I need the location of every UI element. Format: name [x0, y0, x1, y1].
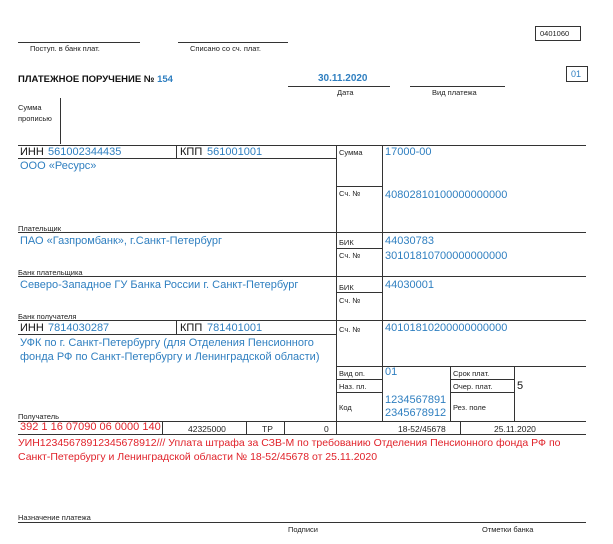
- payer-bank-role-label: Банк плательщика: [18, 268, 83, 277]
- payee-bank-bik-line: [336, 292, 382, 293]
- received-line: [18, 42, 140, 43]
- ocher-label: Очер. плат.: [453, 382, 493, 391]
- payment-type-label: Вид платежа: [432, 88, 477, 97]
- payer-bank-bottom-line: [18, 276, 586, 277]
- payee-bank-bottom-line: [18, 320, 586, 321]
- date-line: [288, 86, 390, 87]
- payee-kpp-label: КПП: [180, 322, 203, 334]
- payee-role-label: Получатель: [18, 412, 59, 421]
- signatures-label: Подписи: [288, 525, 318, 534]
- vid-op-label: Вид оп.: [339, 369, 365, 378]
- payer-account-label: Сч. №: [339, 189, 361, 198]
- budget-period: 0: [324, 424, 329, 434]
- payer-bank-bik-label: БИК: [339, 238, 354, 247]
- operation-right-line-1: [450, 379, 514, 380]
- payment-purpose: УИН12345678912345678912/// Уплата штрафа за СЗВ-М по требованию Отделения Пенсионного фонда РФ по Санкт-Петербургу и Ленинградской области № 18-52/45678 от 25.11.2020: [18, 437, 561, 463]
- grid-inn-kpp-divider: [176, 145, 177, 158]
- payee-inn-line: [18, 334, 336, 335]
- payee-kpp: 781401001: [207, 322, 263, 334]
- payee-bank-role-label: Банк получателя: [18, 312, 77, 321]
- kod: 12345678912345678912: [385, 394, 447, 419]
- srok-label: Срок плат.: [453, 369, 490, 378]
- title-text: ПЛАТЕЖНОЕ ПОРУЧЕНИЕ №: [18, 74, 155, 85]
- payer-inn: 561002344435: [48, 146, 122, 158]
- received-label: Поступ. в банк плат.: [30, 44, 100, 53]
- payee-account-label: Сч. №: [339, 325, 361, 334]
- payer-bank-bik-line: [336, 248, 382, 249]
- payer-account: 40802810100000000000: [385, 189, 508, 201]
- payment-type-line: [410, 86, 505, 87]
- budget-kbk: 392 1 16 07090 06 0000 140: [20, 421, 161, 433]
- order-date: 30.11.2020: [318, 73, 368, 84]
- payer-bottom-line: [18, 232, 586, 233]
- operation-top-line: [336, 366, 586, 367]
- purpose-bottom-line: [18, 522, 586, 523]
- budget-div-4: [336, 421, 337, 434]
- payee-name: УФК по г. Санкт-Петербургу (для Отделения Пенсионного фонда РФ по Санкт-Петербургу и Ленинградской области): [20, 337, 320, 363]
- budget-bottom-line: [18, 434, 586, 435]
- budget-div-2: [246, 421, 247, 434]
- payee-bank-name: Северо-Западное ГУ Банка России г. Санкт-Петербург: [20, 279, 299, 291]
- amount-words-label: Сумма прописью: [18, 103, 52, 123]
- payer-bank-name: ПАО «Газпромбанк», г.Санкт-Петербург: [20, 235, 223, 247]
- budget-doc-date: 25.11.2020: [494, 424, 536, 434]
- ocher: 5: [517, 380, 524, 392]
- payer-bank-account: 30101810700000000000: [385, 250, 508, 262]
- grid-inn-line: [18, 158, 336, 159]
- amount-words-divider: [60, 98, 61, 144]
- payer-inn-label: ИНН: [20, 146, 44, 158]
- operation-col-c: [450, 366, 451, 421]
- operation-col-d: [514, 366, 515, 421]
- purpose-label: Назначение платежа: [18, 513, 91, 522]
- payee-bank-bik-label: БИК: [339, 283, 354, 292]
- payer-bank-bik: 44030783: [385, 235, 434, 247]
- page-title: [18, 74, 173, 85]
- payee-account: 40101810200000000000: [385, 322, 508, 334]
- budget-basis: ТР: [262, 424, 273, 434]
- operation-right-line-2: [450, 392, 514, 393]
- payee-bank-account-label: Сч. №: [339, 296, 361, 305]
- debited-line: [178, 42, 288, 43]
- operation-row-line-2: [336, 392, 382, 393]
- grid-col-b: [382, 145, 383, 421]
- payer-role-label: Плательщик: [18, 224, 61, 233]
- sum-bottom-line: [336, 186, 382, 187]
- kod-label: Код: [339, 403, 352, 412]
- payer-sum-label: Сумма: [339, 148, 363, 157]
- payer-kpp-label: КПП: [180, 146, 203, 158]
- payer-sum: 17000-00: [385, 146, 432, 158]
- operation-row-line-1: [336, 379, 382, 380]
- payee-inn: 7814030287: [48, 322, 110, 334]
- debited-label: Списано со сч. плат.: [190, 44, 261, 53]
- payer-bank-account-label: Сч. №: [339, 251, 361, 260]
- payee-inn-kpp-divider: [176, 320, 177, 334]
- bank-marks-label: Отметки банка: [482, 525, 534, 534]
- payer-kpp: 561001001: [207, 146, 263, 158]
- status-code: 01: [571, 69, 582, 79]
- payee-inn-label: ИНН: [20, 322, 44, 334]
- form-code: 0401060: [540, 29, 570, 38]
- rez-label: Рез. поле: [453, 403, 486, 412]
- payer-name: ООО «Ресурс»: [20, 160, 97, 172]
- budget-oktmo: 42325000: [188, 424, 226, 434]
- vid-op: 01: [385, 366, 398, 378]
- naz-pl-label: Наз. пл.: [339, 382, 367, 391]
- budget-div-1: [162, 421, 163, 434]
- budget-div-5: [460, 421, 461, 434]
- payee-bank-bik: 44030001: [385, 279, 434, 291]
- order-number: 154: [157, 74, 173, 85]
- date-label: Дата: [337, 88, 354, 97]
- budget-doc-number: 18-52/45678: [398, 424, 446, 434]
- budget-div-3: [284, 421, 285, 434]
